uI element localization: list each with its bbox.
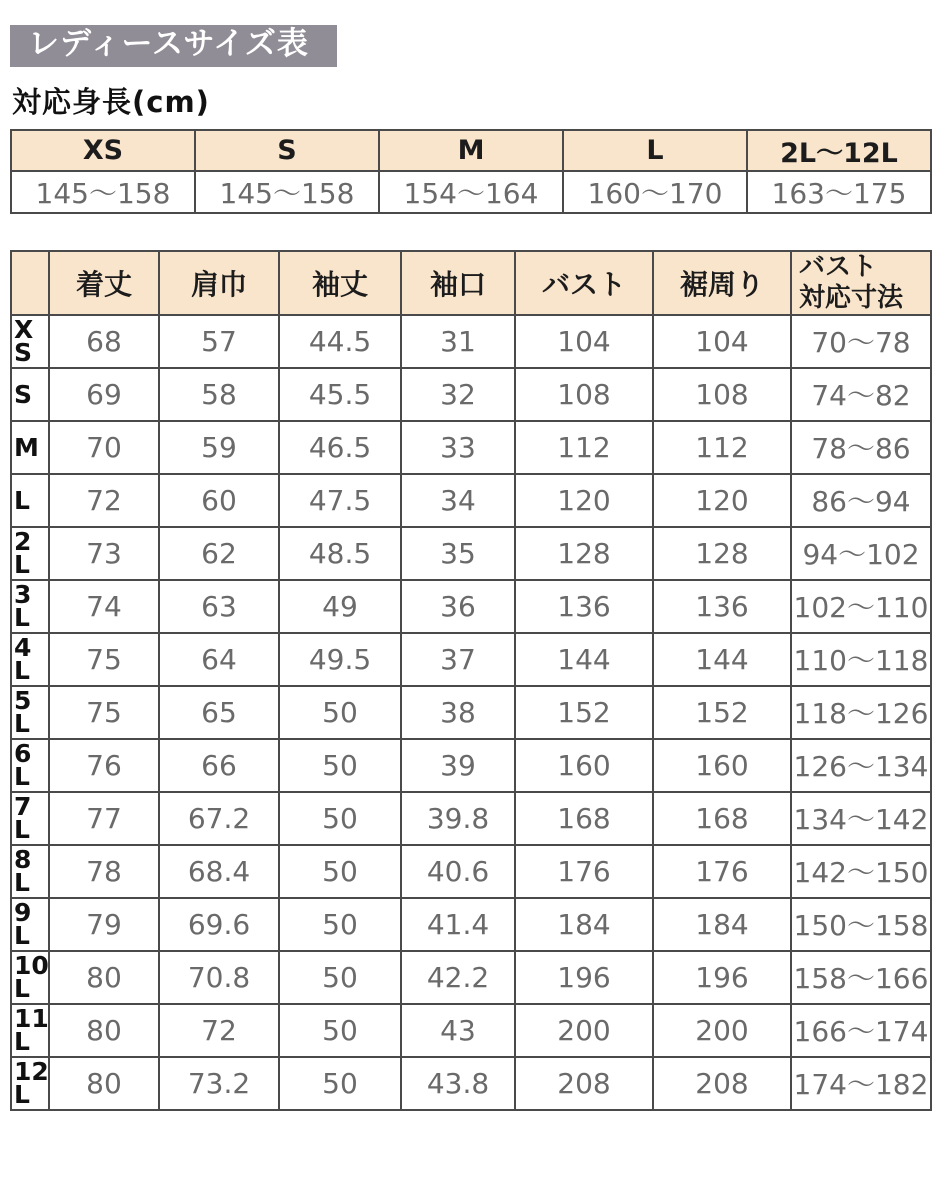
height-section-heading: 対応身長(cm)	[12, 84, 210, 119]
size-cell: 59	[159, 421, 279, 474]
size-cell: 78	[49, 845, 159, 898]
row-label: 11 L	[11, 1004, 49, 1057]
size-cell: 68.4	[159, 845, 279, 898]
column-header	[791, 251, 931, 315]
size-cell: 74	[49, 580, 159, 633]
size-cell: 184	[515, 898, 653, 951]
size-cell: 120	[653, 474, 791, 527]
size-cell: 36	[401, 580, 515, 633]
size-cell: 118〜126	[791, 686, 931, 739]
height-range-cell: 145〜158	[195, 171, 379, 213]
size-cell: 136	[653, 580, 791, 633]
table-row	[11, 686, 931, 739]
size-cell: 184	[653, 898, 791, 951]
size-cell: 196	[653, 951, 791, 1004]
row-label: S	[11, 368, 49, 421]
size-cell: 68	[49, 315, 159, 368]
size-cell: 69	[49, 368, 159, 421]
size-cell: 108	[653, 368, 791, 421]
size-cell: 108	[515, 368, 653, 421]
column-header: 裾周り	[653, 251, 791, 315]
column-header: 肩巾	[159, 251, 279, 315]
page-title: レディースサイズ表	[10, 25, 337, 67]
size-cell: 112	[515, 421, 653, 474]
size-cell: 196	[515, 951, 653, 1004]
row-label: 8 L	[11, 845, 49, 898]
table-row	[11, 580, 931, 633]
size-cell: 104	[653, 315, 791, 368]
size-cell: 50	[279, 792, 401, 845]
size-cell: 79	[49, 898, 159, 951]
size-cell: 75	[49, 633, 159, 686]
size-cell: 62	[159, 527, 279, 580]
size-cell: 45.5	[279, 368, 401, 421]
size-cell: 31	[401, 315, 515, 368]
column-header-line: バスト	[799, 251, 878, 282]
size-cell: 50	[279, 686, 401, 739]
column-header: S	[195, 130, 379, 171]
size-cell: 104	[515, 315, 653, 368]
column-header: バスト	[515, 251, 653, 315]
size-cell: 74〜82	[791, 368, 931, 421]
column-header: 袖口	[401, 251, 515, 315]
table-row	[11, 527, 931, 580]
row-label: 6 L	[11, 739, 49, 792]
size-cell: 160	[515, 739, 653, 792]
size-table-header-row	[11, 251, 931, 315]
row-label: 3 L	[11, 580, 49, 633]
size-cell: 102〜110	[791, 580, 931, 633]
size-cell: 32	[401, 368, 515, 421]
size-cell: 49.5	[279, 633, 401, 686]
size-cell: 43.8	[401, 1057, 515, 1110]
column-header: 袖丈	[279, 251, 401, 315]
size-cell: 34	[401, 474, 515, 527]
size-cell: 47.5	[279, 474, 401, 527]
table-row	[11, 633, 931, 686]
size-cell: 86〜94	[791, 474, 931, 527]
size-cell: 128	[515, 527, 653, 580]
size-cell: 70.8	[159, 951, 279, 1004]
size-cell: 174〜182	[791, 1057, 931, 1110]
size-cell: 73.2	[159, 1057, 279, 1110]
size-cell: 168	[653, 792, 791, 845]
size-cell: 46.5	[279, 421, 401, 474]
size-cell: 65	[159, 686, 279, 739]
size-cell: 176	[653, 845, 791, 898]
size-cell: 70	[49, 421, 159, 474]
table-row	[11, 1057, 931, 1110]
size-cell: 144	[653, 633, 791, 686]
size-cell: 58	[159, 368, 279, 421]
size-cell: 152	[653, 686, 791, 739]
size-cell: 142〜150	[791, 845, 931, 898]
size-cell: 49	[279, 580, 401, 633]
size-cell: 126〜134	[791, 739, 931, 792]
size-cell: 39	[401, 739, 515, 792]
size-cell: 112	[653, 421, 791, 474]
size-cell: 38	[401, 686, 515, 739]
size-cell: 50	[279, 898, 401, 951]
size-cell: 37	[401, 633, 515, 686]
row-label: 5 L	[11, 686, 49, 739]
size-cell: 43	[401, 1004, 515, 1057]
size-cell: 128	[653, 527, 791, 580]
row-label: 4 L	[11, 633, 49, 686]
size-cell: 176	[515, 845, 653, 898]
size-cell: 160	[653, 739, 791, 792]
size-cell: 200	[653, 1004, 791, 1057]
height-table	[10, 129, 932, 214]
row-label: M	[11, 421, 49, 474]
size-cell: 67.2	[159, 792, 279, 845]
size-cell: 50	[279, 1057, 401, 1110]
row-label: 7 L	[11, 792, 49, 845]
size-cell: 150〜158	[791, 898, 931, 951]
column-header-line: 対応寸法	[799, 282, 904, 313]
size-cell: 80	[49, 1004, 159, 1057]
size-table	[10, 250, 932, 1111]
size-cell: 110〜118	[791, 633, 931, 686]
size-cell: 50	[279, 739, 401, 792]
row-label: X S	[11, 315, 49, 368]
table-row	[11, 845, 931, 898]
size-cell: 73	[49, 527, 159, 580]
size-cell: 208	[515, 1057, 653, 1110]
table-row	[11, 1004, 931, 1057]
size-cell: 42.2	[401, 951, 515, 1004]
column-header: M	[379, 130, 563, 171]
height-table-header-row	[11, 130, 931, 171]
size-cell: 41.4	[401, 898, 515, 951]
height-range-cell: 160〜170	[563, 171, 747, 213]
size-cell: 72	[49, 474, 159, 527]
size-cell: 208	[653, 1057, 791, 1110]
size-cell: 75	[49, 686, 159, 739]
height-range-cell: 154〜164	[379, 171, 563, 213]
size-cell: 158〜166	[791, 951, 931, 1004]
size-cell: 66	[159, 739, 279, 792]
size-cell: 134〜142	[791, 792, 931, 845]
size-cell: 44.5	[279, 315, 401, 368]
size-cell: 76	[49, 739, 159, 792]
row-label: 12 L	[11, 1057, 49, 1110]
size-cell: 120	[515, 474, 653, 527]
column-header: L	[563, 130, 747, 171]
size-cell: 63	[159, 580, 279, 633]
size-cell: 200	[515, 1004, 653, 1057]
corner-cell	[11, 251, 49, 315]
size-cell: 60	[159, 474, 279, 527]
column-header: 着丈	[49, 251, 159, 315]
table-row	[11, 368, 931, 421]
table-row	[11, 898, 931, 951]
size-cell: 50	[279, 951, 401, 1004]
table-row	[11, 951, 931, 1004]
size-cell: 94〜102	[791, 527, 931, 580]
table-row	[11, 474, 931, 527]
size-cell: 57	[159, 315, 279, 368]
size-cell: 144	[515, 633, 653, 686]
table-row	[11, 315, 931, 368]
row-label: 2 L	[11, 527, 49, 580]
column-header: XS	[11, 130, 195, 171]
size-cell: 152	[515, 686, 653, 739]
size-cell: 33	[401, 421, 515, 474]
size-cell: 78〜86	[791, 421, 931, 474]
row-label: L	[11, 474, 49, 527]
size-cell: 35	[401, 527, 515, 580]
height-range-cell: 163〜175	[747, 171, 931, 213]
size-cell: 64	[159, 633, 279, 686]
row-label: 10 L	[11, 951, 49, 1004]
height-table-value-row	[11, 171, 931, 213]
size-cell: 72	[159, 1004, 279, 1057]
size-cell: 70〜78	[791, 315, 931, 368]
table-row	[11, 792, 931, 845]
size-cell: 48.5	[279, 527, 401, 580]
size-cell: 136	[515, 580, 653, 633]
size-cell: 69.6	[159, 898, 279, 951]
size-table-body	[11, 315, 931, 1110]
size-cell: 80	[49, 1057, 159, 1110]
table-row	[11, 421, 931, 474]
size-cell: 40.6	[401, 845, 515, 898]
size-cell: 50	[279, 1004, 401, 1057]
table-row	[11, 739, 931, 792]
size-cell: 166〜174	[791, 1004, 931, 1057]
size-cell: 39.8	[401, 792, 515, 845]
column-header: 2L〜12L	[747, 130, 931, 171]
size-cell: 168	[515, 792, 653, 845]
size-cell: 50	[279, 845, 401, 898]
row-label: 9 L	[11, 898, 49, 951]
height-range-cell: 145〜158	[11, 171, 195, 213]
size-cell: 77	[49, 792, 159, 845]
size-cell: 80	[49, 951, 159, 1004]
